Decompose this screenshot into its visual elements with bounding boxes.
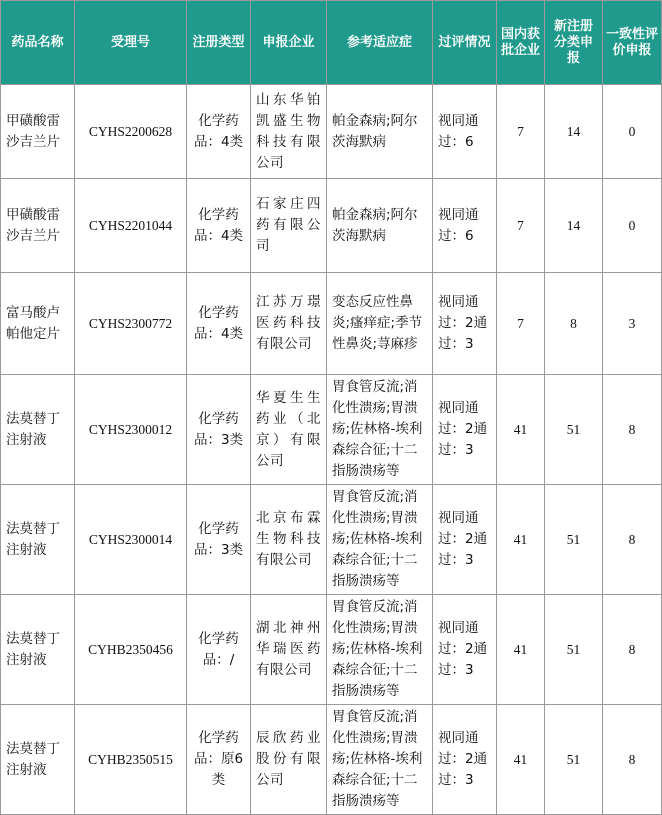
- cell-reg-type: 化学药品：4类: [187, 179, 251, 273]
- cell-domestic: 7: [497, 273, 545, 375]
- cell-review: 视同通过：2通过：3: [433, 375, 497, 485]
- cell-new-class: 14: [545, 179, 603, 273]
- table-header-row: [1, 1, 662, 85]
- cell-new-class: 51: [545, 375, 603, 485]
- cell-accept-no: CYHS2201044: [75, 179, 187, 273]
- cell-review: 视同通过：2通过：3: [433, 705, 497, 815]
- cell-consistency: 8: [603, 595, 662, 705]
- cell-drug: 甲磺酸雷沙吉兰片: [1, 85, 75, 179]
- cell-review: 视同通过：2通过：3: [433, 273, 497, 375]
- cell-consistency: 3: [603, 273, 662, 375]
- cell-reg-type: 化学药品：/: [187, 595, 251, 705]
- cell-new-class: 14: [545, 85, 603, 179]
- header-domestic: 国内获批企业: [497, 1, 545, 85]
- cell-company: 江苏万璟医药科技有限公司: [251, 273, 327, 375]
- cell-domestic: 7: [497, 85, 545, 179]
- cell-company: 北京布霖生物科技有限公司: [251, 485, 327, 595]
- cell-review: 视同通过：2通过：3: [433, 485, 497, 595]
- cell-accept-no: CYHS2300772: [75, 273, 187, 375]
- cell-indication: 胃食管反流;消化性溃疡;胃溃疡;佐林格-埃利森综合征;十二指肠溃疡等: [327, 595, 433, 705]
- cell-consistency: 0: [603, 179, 662, 273]
- cell-drug: 法莫替丁注射液: [1, 705, 75, 815]
- cell-accept-no: CYHS2300012: [75, 375, 187, 485]
- cell-reg-type: 化学药品：4类: [187, 85, 251, 179]
- header-review: 过评情况: [433, 1, 497, 85]
- cell-indication: 帕金森病;阿尔茨海默病: [327, 85, 433, 179]
- cell-review: 视同通过：6: [433, 179, 497, 273]
- cell-review: 视同通过：6: [433, 85, 497, 179]
- cell-company: 山东华铂凯盛生物科技有限公司: [251, 85, 327, 179]
- table-row: [1, 179, 662, 273]
- cell-new-class: 51: [545, 595, 603, 705]
- cell-indication: 变态反应性鼻炎;瘙痒症;季节性鼻炎;荨麻疹: [327, 273, 433, 375]
- header-accept-no: 受理号: [75, 1, 187, 85]
- cell-drug: 富马酸卢帕他定片: [1, 273, 75, 375]
- cell-consistency: 8: [603, 485, 662, 595]
- table-row: [1, 485, 662, 595]
- header-reg-type: 注册类型: [187, 1, 251, 85]
- cell-accept-no: CYHB2350456: [75, 595, 187, 705]
- header-company: 申报企业: [251, 1, 327, 85]
- table-row: [1, 705, 662, 815]
- cell-accept-no: CYHS2200628: [75, 85, 187, 179]
- cell-new-class: 51: [545, 705, 603, 815]
- cell-indication: 胃食管反流;消化性溃疡;胃溃疡;佐林格-埃利森综合征;十二指肠溃疡等: [327, 485, 433, 595]
- table-row: [1, 595, 662, 705]
- cell-indication: 帕金森病;阿尔茨海默病: [327, 179, 433, 273]
- cell-domestic: 41: [497, 375, 545, 485]
- cell-review: 视同通过：2通过：3: [433, 595, 497, 705]
- cell-new-class: 51: [545, 485, 603, 595]
- cell-reg-type: 化学药品：原6类: [187, 705, 251, 815]
- header-indication: 参考适应症: [327, 1, 433, 85]
- table-row: [1, 273, 662, 375]
- cell-domestic: 41: [497, 705, 545, 815]
- cell-consistency: 8: [603, 705, 662, 815]
- cell-accept-no: CYHB2350515: [75, 705, 187, 815]
- cell-company: 湖北神州华瑞医药有限公司: [251, 595, 327, 705]
- cell-reg-type: 化学药品：3类: [187, 375, 251, 485]
- header-drug-name: 药品名称: [1, 1, 75, 85]
- cell-domestic: 41: [497, 595, 545, 705]
- cell-consistency: 0: [603, 85, 662, 179]
- cell-indication: 胃食管反流;消化性溃疡;胃溃疡;佐林格-埃利森综合征;十二指肠溃疡等: [327, 375, 433, 485]
- cell-company: 辰欣药业股份有限公司: [251, 705, 327, 815]
- cell-drug: 法莫替丁注射液: [1, 595, 75, 705]
- header-new-class: 新注册分类申报: [545, 1, 603, 85]
- header-consistency: 一致性评价申报: [603, 1, 662, 85]
- cell-drug: 法莫替丁注射液: [1, 375, 75, 485]
- cell-company: 华夏生生药业（北京）有限公司: [251, 375, 327, 485]
- cell-reg-type: 化学药品：4类: [187, 273, 251, 375]
- cell-domestic: 7: [497, 179, 545, 273]
- cell-new-class: 8: [545, 273, 603, 375]
- table-row: [1, 375, 662, 485]
- cell-reg-type: 化学药品：3类: [187, 485, 251, 595]
- cell-domestic: 41: [497, 485, 545, 595]
- cell-consistency: 8: [603, 375, 662, 485]
- cell-accept-no: CYHS2300014: [75, 485, 187, 595]
- table-row: [1, 85, 662, 179]
- cell-drug: 法莫替丁注射液: [1, 485, 75, 595]
- cell-indication: 胃食管反流;消化性溃疡;胃溃疡;佐林格-埃利森综合征;十二指肠溃疡等: [327, 705, 433, 815]
- cell-company: 石家庄四药有限公司: [251, 179, 327, 273]
- cell-drug: 甲磺酸雷沙吉兰片: [1, 179, 75, 273]
